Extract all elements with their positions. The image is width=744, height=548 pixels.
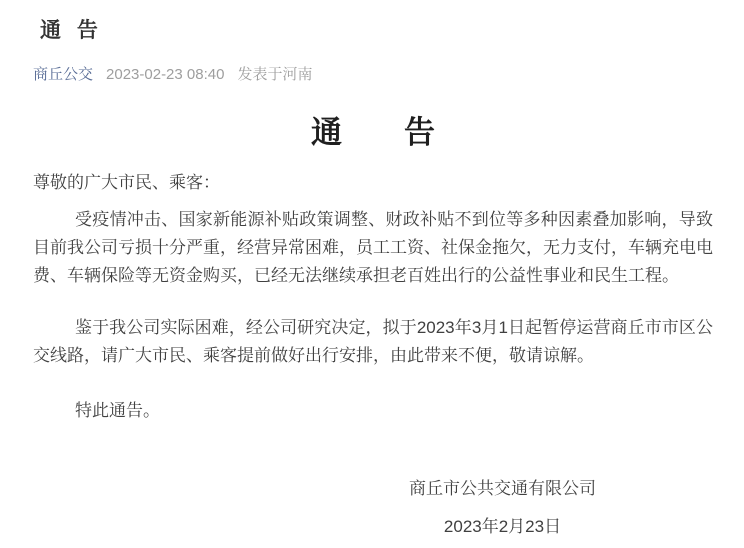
notice-paragraph: 受疫情冲击、国家新能源补贴政策调整、财政补贴不到位等多种因素叠加影响，导致目前我公司亏损十分严重，经营异常困难，员工工资、社保金拖欠，无力支付，车辆充电电费、车辆保险等无资金购买，已经无法继续承担老百姓出行的公益性事业和民生工程。 (33, 210, 713, 285)
page-title: 通 告 (40, 19, 103, 42)
closing-line: 特此通告。 (75, 401, 160, 420)
byline (33, 65, 713, 85)
salutation: 尊敬的广大市民、乘客： (33, 173, 220, 192)
notice-paragraph: 鉴于我公司实际困难，经公司研究决定，拟于2023年3月1日起暂停运营商丘市市区公交线路，请广大市民、乘客提前做好出行安排，由此带来不便，敬请谅解。 (33, 318, 713, 365)
publish-location: 发表于河南 (237, 66, 313, 83)
signature-company: 商丘市公共交通有限公司 (409, 479, 596, 498)
publish-timestamp: 2023-02-23 08:40 (106, 66, 225, 83)
author-link[interactable]: 商丘公交 (33, 66, 94, 83)
notice-heading: 通 告 (311, 115, 435, 150)
signature-block (409, 479, 596, 537)
signature-date: 2023年2月23日 (443, 517, 562, 536)
